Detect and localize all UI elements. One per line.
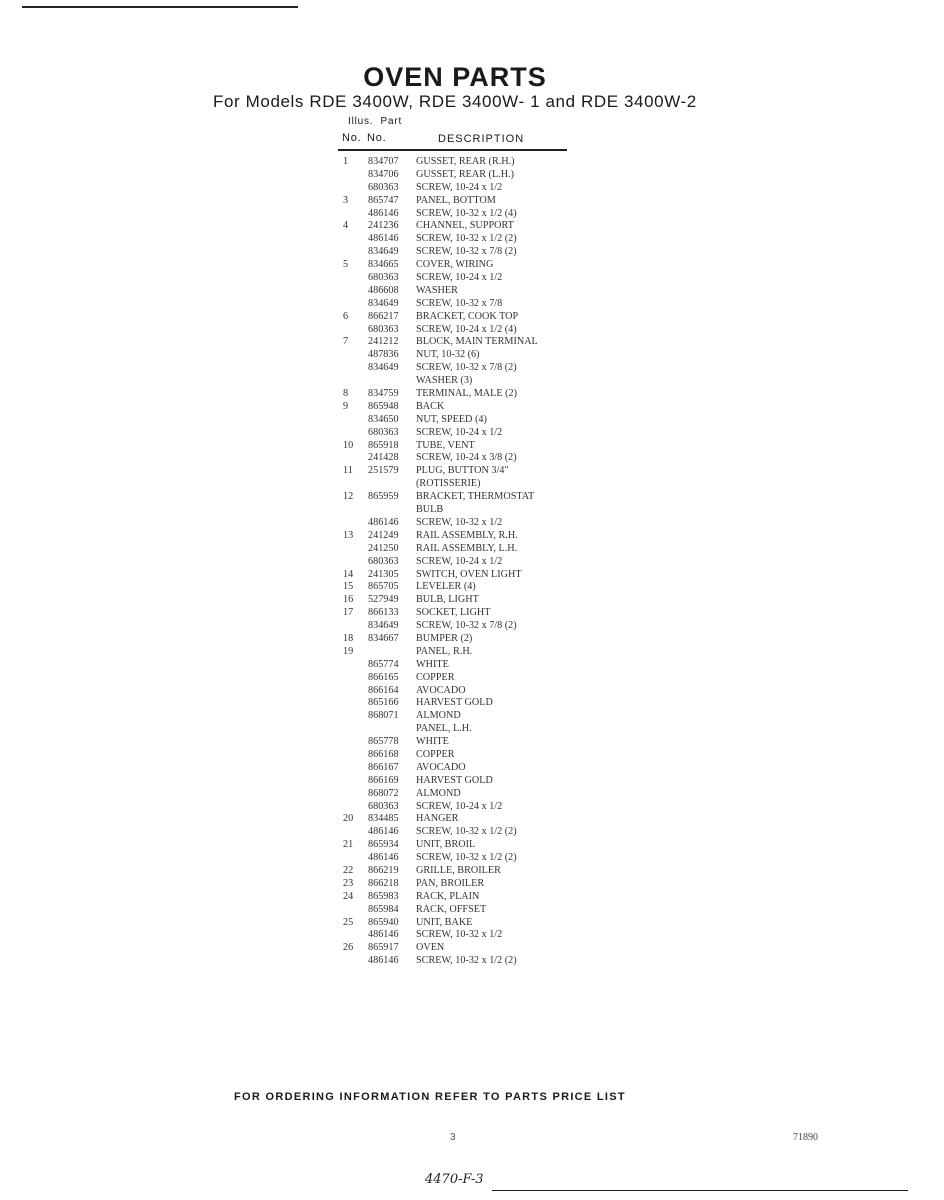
part-description: LEVELER (4) <box>416 581 476 593</box>
part-number: 865917 <box>368 942 399 954</box>
table-row <box>338 878 588 891</box>
illus-number: 16 <box>343 594 354 606</box>
part-number: 834759 <box>368 388 399 400</box>
part-number: 680363 <box>368 426 399 438</box>
part-description: PANEL, R.H. <box>416 645 473 657</box>
illus-number <box>338 775 368 788</box>
illus-number <box>338 762 368 775</box>
illus-number: 8 <box>343 388 349 400</box>
part-number <box>368 504 416 517</box>
part-number: 866218 <box>368 877 399 889</box>
part-description: WHITE <box>416 736 449 748</box>
table-row <box>338 543 588 556</box>
illus-number: 4 <box>343 220 349 232</box>
illus-number <box>338 723 368 736</box>
part-description: WASHER <box>416 284 458 296</box>
illus-number: 1 <box>343 156 349 167</box>
table-row <box>338 169 588 182</box>
part-number: 865948 <box>368 400 399 412</box>
part-number: 834649 <box>368 362 399 374</box>
part-description: RACK, PLAIN <box>416 890 480 902</box>
illus-number: 17 <box>343 607 354 619</box>
part-description: SCREW, 10-32 x 1/2 (2) <box>416 233 517 245</box>
column-header-description: DESCRIPTION <box>438 133 525 145</box>
table-row <box>338 775 588 788</box>
header-rule <box>338 149 567 151</box>
part-number: 865959 <box>368 491 399 503</box>
ordering-info-note: FOR ORDERING INFORMATION REFER TO PARTS PRICE LIST <box>234 1091 626 1103</box>
table-row <box>338 336 588 349</box>
part-description: SCREW, 10-24 x 1/2 (4) <box>416 323 517 335</box>
illus-number: 9 <box>343 400 349 412</box>
part-description: RAIL ASSEMBLY, R.H. <box>416 529 518 541</box>
table-row <box>338 672 588 685</box>
illus-number: 6 <box>343 310 349 322</box>
page-number: 3 <box>450 1132 456 1143</box>
illus-number <box>338 427 368 440</box>
part-description: UNIT, BROIL <box>416 839 476 851</box>
table-row <box>338 349 588 362</box>
part-description: HANGER <box>416 813 459 825</box>
table-row <box>338 788 588 801</box>
part-number: 241305 <box>368 568 399 580</box>
table-row <box>338 182 588 195</box>
part-description: BRACKET, THERMOSTAT <box>416 491 535 503</box>
illus-number <box>338 233 368 246</box>
top-rule <box>22 6 298 8</box>
illus-number: 19 <box>343 645 354 657</box>
illus-number <box>338 736 368 749</box>
part-number: 865940 <box>368 916 399 928</box>
illus-number <box>338 349 368 362</box>
illus-number <box>338 414 368 427</box>
part-description: TERMINAL, MALE (2) <box>416 388 518 400</box>
illus-number <box>338 852 368 865</box>
part-description: SCREW, 10-32 x 7/8 <box>416 297 503 309</box>
part-number: 241212 <box>368 336 399 348</box>
table-row <box>338 388 588 401</box>
part-description: SCREW, 10-24 x 1/2 <box>416 272 503 284</box>
part-description: GUSSET, REAR (R.H.) <box>416 156 515 167</box>
part-description: SCREW, 10-32 x 7/8 (2) <box>416 246 517 258</box>
illus-number: 3 <box>343 194 349 206</box>
table-row <box>338 311 588 324</box>
part-number: 865705 <box>368 581 399 593</box>
table-row <box>338 259 588 272</box>
table-row <box>338 723 588 736</box>
part-description: NUT, 10-32 (6) <box>416 349 480 361</box>
part-description: WASHER (3) <box>416 375 473 387</box>
part-number: 834650 <box>368 413 399 425</box>
table-row <box>338 581 588 594</box>
part-number: 865918 <box>368 439 399 451</box>
illus-number <box>338 710 368 723</box>
part-description: PAN, BROILER <box>416 877 485 889</box>
part-description: BULB <box>416 504 444 516</box>
part-number: 834667 <box>368 632 399 644</box>
illus-number: 26 <box>343 942 354 954</box>
table-row <box>338 452 588 465</box>
part-description: BULB, LIGHT <box>416 594 479 606</box>
part-description: SCREW, 10-24 x 3/8 (2) <box>416 452 517 464</box>
part-number: 834649 <box>368 620 399 632</box>
part-description: BRACKET, COOK TOP <box>416 310 519 322</box>
part-number: 868071 <box>368 710 399 722</box>
illus-number <box>338 801 368 814</box>
illus-number <box>338 749 368 762</box>
part-number: 241249 <box>368 529 399 541</box>
table-row <box>338 710 588 723</box>
part-description: SOCKET, LIGHT <box>416 607 491 619</box>
part-number: 486146 <box>368 852 399 864</box>
table-row <box>338 865 588 878</box>
table-row <box>338 285 588 298</box>
table-row <box>338 478 588 491</box>
part-number: 486146 <box>368 826 399 838</box>
part-description: TUBE, VENT <box>416 439 475 451</box>
part-description: RACK, OFFSET <box>416 903 487 915</box>
table-row <box>338 517 588 530</box>
part-number: 680363 <box>368 323 399 335</box>
column-header-illus: Illus. <box>348 116 374 127</box>
table-row <box>338 697 588 710</box>
table-row <box>338 839 588 852</box>
part-number: 865747 <box>368 194 399 206</box>
part-number: 680363 <box>368 800 399 812</box>
part-number: 680363 <box>368 181 399 193</box>
part-number: 865774 <box>368 658 399 670</box>
part-number: 868072 <box>368 787 399 799</box>
part-number <box>368 375 416 388</box>
column-header-illus-part <box>348 116 402 127</box>
part-description: ALMOND <box>416 710 461 722</box>
illus-number: 10 <box>343 439 354 451</box>
part-number <box>368 478 416 491</box>
illus-number <box>338 543 368 556</box>
part-number: 866133 <box>368 607 399 619</box>
illus-number: 7 <box>343 336 349 348</box>
part-description: SCREW, 10-32 x 1/2 (4) <box>416 207 517 219</box>
part-description: CHANNEL, SUPPORT <box>416 220 514 232</box>
part-number: 866165 <box>368 671 399 683</box>
table-row <box>338 427 588 440</box>
illus-number <box>338 955 368 968</box>
table-row <box>338 195 588 208</box>
part-number <box>368 646 416 659</box>
table-row <box>338 852 588 865</box>
illus-number: 22 <box>343 864 354 876</box>
part-description: AVOCADO <box>416 761 466 773</box>
part-description: GRILLE, BROILER <box>416 864 501 876</box>
part-number: 241250 <box>368 542 399 554</box>
part-description: BUMPER (2) <box>416 632 473 644</box>
table-row <box>338 440 588 453</box>
part-description: PANEL, BOTTOM <box>416 194 496 206</box>
part-description: OVEN <box>416 942 445 954</box>
part-description: SCREW, 10-24 x 1/2 <box>416 555 503 567</box>
table-row <box>338 156 588 169</box>
part-description: GUSSET, REAR (L.H.) <box>416 168 515 180</box>
illus-number <box>338 904 368 917</box>
parts-list <box>338 156 588 968</box>
part-description: WHITE <box>416 658 449 670</box>
illus-number: 20 <box>343 813 354 825</box>
part-number: 866217 <box>368 310 399 322</box>
table-row <box>338 685 588 698</box>
table-row <box>338 917 588 930</box>
table-row <box>338 891 588 904</box>
illus-number <box>338 208 368 221</box>
bottom-rule <box>492 1190 908 1191</box>
illus-number <box>338 272 368 285</box>
table-row <box>338 233 588 246</box>
illus-number <box>338 452 368 465</box>
table-row <box>338 530 588 543</box>
part-number: 487836 <box>368 349 399 361</box>
models-subtitle: For Models RDE 3400W, RDE 3400W- 1 and RDE 3400W-2 <box>213 92 697 111</box>
illus-number <box>338 788 368 801</box>
table-row <box>338 375 588 388</box>
illus-number: 12 <box>343 491 354 503</box>
table-row <box>338 620 588 633</box>
part-number <box>368 723 416 736</box>
part-number: 865983 <box>368 890 399 902</box>
illus-number <box>338 556 368 569</box>
part-number: 866219 <box>368 864 399 876</box>
illus-number <box>338 285 368 298</box>
part-number: 680363 <box>368 555 399 567</box>
table-row <box>338 324 588 337</box>
illus-number <box>338 324 368 337</box>
table-row <box>338 465 588 478</box>
part-description: HARVEST GOLD <box>416 774 493 786</box>
part-number: 866169 <box>368 774 399 786</box>
illus-number <box>338 504 368 517</box>
table-row <box>338 272 588 285</box>
table-row <box>338 749 588 762</box>
table-row <box>338 594 588 607</box>
illus-number <box>338 826 368 839</box>
table-row <box>338 762 588 775</box>
table-row <box>338 246 588 259</box>
part-number: 866164 <box>368 684 399 696</box>
part-description: AVOCADO <box>416 684 466 696</box>
illus-number <box>338 697 368 710</box>
part-number: 834649 <box>368 246 399 258</box>
part-description: COVER, WIRING <box>416 259 494 271</box>
part-number: 241236 <box>368 220 399 232</box>
illus-number <box>338 659 368 672</box>
part-number: 865934 <box>368 839 399 851</box>
part-number: 834665 <box>368 259 399 271</box>
illus-number <box>338 672 368 685</box>
illus-number: 15 <box>343 581 354 593</box>
part-description: ALMOND <box>416 787 461 799</box>
table-row <box>338 955 588 968</box>
illus-number <box>338 298 368 311</box>
part-number: 865984 <box>368 903 399 915</box>
part-number: 865778 <box>368 736 399 748</box>
table-row <box>338 556 588 569</box>
table-row <box>338 659 588 672</box>
part-description: SCREW, 10-32 x 7/8 (2) <box>416 362 517 374</box>
table-row <box>338 401 588 414</box>
part-number: 834485 <box>368 813 399 825</box>
table-row <box>338 646 588 659</box>
table-row <box>338 414 588 427</box>
illus-number <box>338 169 368 182</box>
illus-number <box>338 478 368 491</box>
page-title: OVEN PARTS <box>363 62 547 92</box>
table-row <box>338 607 588 620</box>
illus-number <box>338 362 368 375</box>
part-description: SCREW, 10-32 x 1/2 <box>416 929 503 941</box>
part-number: 486146 <box>368 516 399 528</box>
table-row <box>338 362 588 375</box>
illus-number <box>338 517 368 530</box>
part-number: 486146 <box>368 207 399 219</box>
part-description: SCREW, 10-32 x 1/2 (2) <box>416 955 517 967</box>
illus-number <box>338 620 368 633</box>
illus-number <box>338 685 368 698</box>
table-row <box>338 208 588 221</box>
table-row <box>338 904 588 917</box>
part-number: 486146 <box>368 233 399 245</box>
part-number: 486146 <box>368 929 399 941</box>
illus-number: 11 <box>343 465 353 477</box>
part-description: PANEL, L.H. <box>416 723 472 735</box>
part-number: 251579 <box>368 465 399 477</box>
table-row <box>338 491 588 504</box>
part-number: 680363 <box>368 272 399 284</box>
handwritten-note: 4470-F-3 <box>425 1172 484 1187</box>
part-description: SCREW, 10-32 x 1/2 (2) <box>416 852 517 864</box>
table-row <box>338 929 588 942</box>
table-row <box>338 736 588 749</box>
part-number: 866168 <box>368 748 399 760</box>
part-description: UNIT, BAKE <box>416 916 473 928</box>
part-description: (ROTISSERIE) <box>416 478 481 490</box>
part-number: 486608 <box>368 284 399 296</box>
part-description: BACK <box>416 400 445 412</box>
illus-number <box>338 375 368 388</box>
part-number: 527949 <box>368 594 399 606</box>
table-row <box>338 220 588 233</box>
column-header-part: Part <box>380 116 403 127</box>
part-description: COPPER <box>416 748 455 760</box>
table-row <box>338 801 588 814</box>
part-number: 241428 <box>368 452 399 464</box>
illus-number: 25 <box>343 916 354 928</box>
illus-number <box>338 929 368 942</box>
part-description: SCREW, 10-32 x 1/2 (2) <box>416 826 517 838</box>
illus-number: 24 <box>343 890 354 902</box>
illus-number <box>338 182 368 195</box>
illus-number: 13 <box>343 529 354 541</box>
part-number: 834649 <box>368 297 399 309</box>
table-row <box>338 813 588 826</box>
part-number: 865166 <box>368 697 399 709</box>
table-row <box>338 633 588 646</box>
illus-number: 18 <box>343 632 354 644</box>
part-description: BLOCK, MAIN TERMINAL <box>416 336 538 348</box>
table-row <box>338 504 588 517</box>
document-code: 71890 <box>793 1132 818 1143</box>
table-row <box>338 569 588 582</box>
part-description: SCREW, 10-32 x 7/8 (2) <box>416 620 517 632</box>
part-description: SCREW, 10-24 x 1/2 <box>416 426 503 438</box>
part-number: 866167 <box>368 761 399 773</box>
part-number: 834707 <box>368 156 399 167</box>
table-row <box>338 942 588 955</box>
column-header-illus-no: No. <box>342 132 362 144</box>
table-row <box>338 826 588 839</box>
illus-number: 21 <box>343 839 354 851</box>
part-description: RAIL ASSEMBLY, L.H. <box>416 542 518 554</box>
part-description: PLUG, BUTTON 3/4" <box>416 465 509 477</box>
illus-number: 23 <box>343 877 354 889</box>
part-description: SCREW, 10-32 x 1/2 <box>416 516 503 528</box>
part-description: SCREW, 10-24 x 1/2 <box>416 181 503 193</box>
part-description: COPPER <box>416 671 455 683</box>
part-description: SCREW, 10-24 x 1/2 <box>416 800 503 812</box>
illus-number <box>338 246 368 259</box>
part-number: 486146 <box>368 955 399 967</box>
part-description: NUT, SPEED (4) <box>416 413 487 425</box>
part-description: SWITCH, OVEN LIGHT <box>416 568 522 580</box>
column-header-part-no: No. <box>367 132 387 144</box>
part-number: 834706 <box>368 168 399 180</box>
table-row <box>338 298 588 311</box>
part-description: HARVEST GOLD <box>416 697 493 709</box>
illus-number: 14 <box>343 568 354 580</box>
illus-number: 5 <box>343 259 349 271</box>
